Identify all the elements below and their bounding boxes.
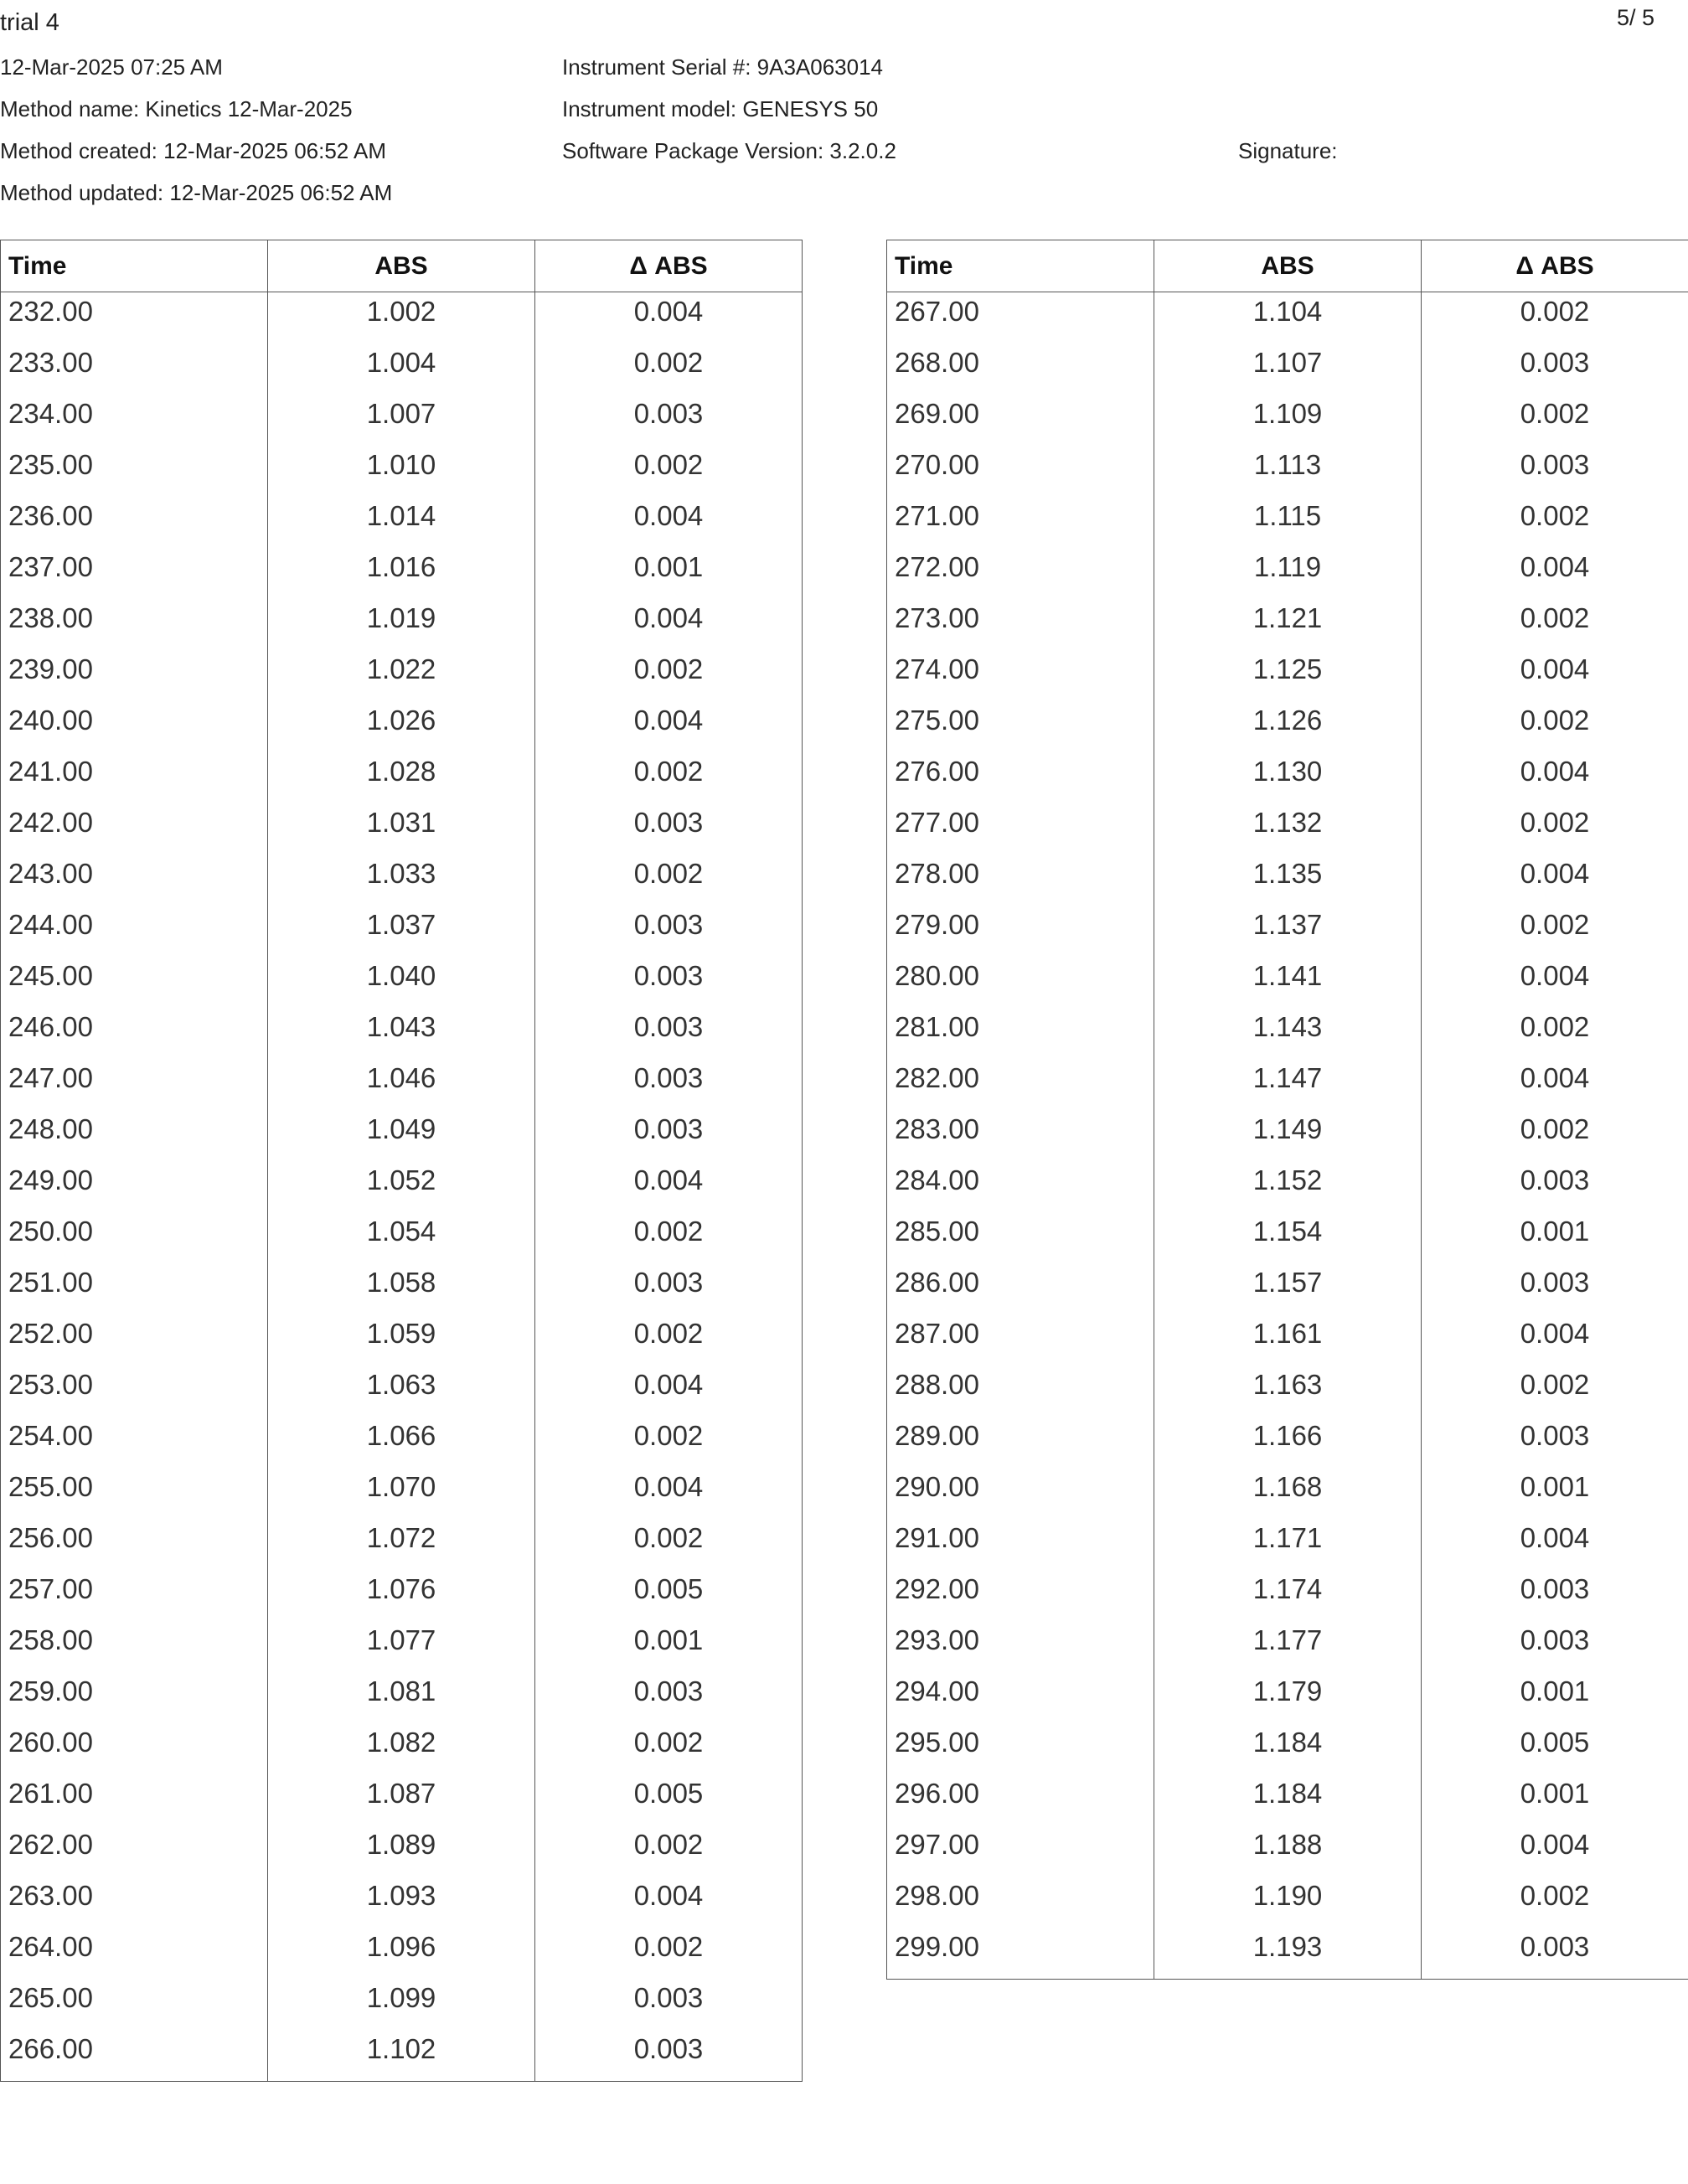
abs-cell: 1.072 (268, 1519, 535, 1570)
time-cell: 233.00 (1, 343, 268, 395)
table-row (887, 1008, 1688, 1059)
column-header-abs: ABS (1154, 240, 1422, 292)
abs-cell: 1.007 (268, 395, 535, 446)
table-header-row (1, 240, 803, 292)
delta-abs-cell: 0.002 (1422, 701, 1688, 752)
delta-abs-cell: 0.004 (1422, 1059, 1688, 1110)
table-row (887, 650, 1688, 701)
time-cell: 275.00 (887, 701, 1154, 752)
delta-abs-cell: 0.001 (1422, 1468, 1688, 1519)
time-cell: 296.00 (887, 1774, 1154, 1825)
abs-cell: 1.076 (268, 1570, 535, 1621)
table-row (887, 1723, 1688, 1774)
abs-cell: 1.037 (268, 906, 535, 957)
method-name: Method name: Kinetics 12-Mar-2025 (0, 96, 353, 121)
abs-cell: 1.126 (1154, 701, 1422, 752)
table-row (887, 1110, 1688, 1161)
abs-cell: 1.059 (268, 1314, 535, 1366)
time-cell: 289.00 (887, 1417, 1154, 1468)
table-row (1, 2030, 803, 2082)
time-cell: 282.00 (887, 1059, 1154, 1110)
time-cell: 259.00 (1, 1672, 268, 1723)
table-row (1, 1723, 803, 1774)
delta-abs-cell: 0.004 (1422, 650, 1688, 701)
method-created: Method created: 12-Mar-2025 06:52 AM (0, 138, 387, 163)
delta-abs-cell: 0.004 (1422, 1519, 1688, 1570)
method-updated: Method updated: 12-Mar-2025 06:52 AM (0, 180, 393, 205)
time-cell: 278.00 (887, 854, 1154, 906)
table-row (887, 1877, 1688, 1928)
table-row (887, 497, 1688, 548)
table-row (1, 1110, 803, 1161)
delta-abs-cell: 0.005 (535, 1570, 803, 1621)
time-cell: 260.00 (1, 1723, 268, 1774)
abs-cell: 1.161 (1154, 1314, 1422, 1366)
time-cell: 263.00 (1, 1877, 268, 1928)
table-row (1, 1621, 803, 1672)
abs-cell: 1.096 (268, 1928, 535, 1979)
abs-cell: 1.107 (1154, 343, 1422, 395)
time-cell: 297.00 (887, 1825, 1154, 1877)
data-table-left (0, 240, 803, 2082)
time-cell: 287.00 (887, 1314, 1154, 1366)
instrument-serial: Instrument Serial #: 9A3A063014 (562, 54, 884, 80)
table-row (887, 1059, 1688, 1110)
delta-abs-cell: 0.002 (535, 1723, 803, 1774)
delta-abs-cell: 0.002 (535, 1314, 803, 1366)
abs-cell: 1.014 (268, 497, 535, 548)
time-cell: 273.00 (887, 599, 1154, 650)
time-cell: 253.00 (1, 1366, 268, 1417)
delta-abs-cell: 0.003 (1422, 1570, 1688, 1621)
abs-cell: 1.143 (1154, 1008, 1422, 1059)
report-datetime: 12-Mar-2025 07:25 AM (0, 54, 223, 80)
delta-abs-cell: 0.004 (1422, 1314, 1688, 1366)
abs-cell: 1.099 (268, 1979, 535, 2030)
delta-abs-cell: 0.003 (535, 1008, 803, 1059)
table-row (1, 1263, 803, 1314)
table-row (1, 957, 803, 1008)
time-cell: 252.00 (1, 1314, 268, 1366)
table-row (1, 446, 803, 497)
abs-cell: 1.016 (268, 548, 535, 599)
table-row (1, 1212, 803, 1263)
abs-cell: 1.132 (1154, 803, 1422, 854)
time-cell: 234.00 (1, 395, 268, 446)
table-row (887, 1774, 1688, 1825)
time-cell: 281.00 (887, 1008, 1154, 1059)
delta-abs-cell: 0.002 (1422, 906, 1688, 957)
table-row (1, 1468, 803, 1519)
time-cell: 272.00 (887, 548, 1154, 599)
instrument-model: Instrument model: GENESYS 50 (562, 96, 879, 121)
table-row (1, 1928, 803, 1979)
time-cell: 262.00 (1, 1825, 268, 1877)
page-number: 5/ 5 (1617, 5, 1655, 30)
table-row (887, 1928, 1688, 1980)
abs-cell: 1.147 (1154, 1059, 1422, 1110)
delta-abs-cell: 0.002 (535, 1417, 803, 1468)
table-row (887, 1468, 1688, 1519)
delta-abs-cell: 0.005 (535, 1774, 803, 1825)
time-cell: 242.00 (1, 803, 268, 854)
abs-cell: 1.113 (1154, 446, 1422, 497)
delta-abs-cell: 0.002 (535, 752, 803, 803)
abs-cell: 1.154 (1154, 1212, 1422, 1263)
table-row (1, 752, 803, 803)
delta-abs-cell: 0.004 (535, 1877, 803, 1928)
abs-cell: 1.177 (1154, 1621, 1422, 1672)
delta-abs-cell: 0.004 (535, 292, 803, 344)
abs-cell: 1.063 (268, 1366, 535, 1417)
delta-abs-cell: 0.001 (1422, 1774, 1688, 1825)
time-cell: 254.00 (1, 1417, 268, 1468)
table-row (887, 292, 1688, 344)
delta-abs-cell: 0.004 (1422, 854, 1688, 906)
delta-abs-cell: 0.004 (1422, 752, 1688, 803)
table-row (887, 548, 1688, 599)
table-row (1, 1417, 803, 1468)
time-cell: 240.00 (1, 701, 268, 752)
abs-cell: 1.077 (268, 1621, 535, 1672)
table-row (887, 343, 1688, 395)
table-row (1, 650, 803, 701)
abs-cell: 1.171 (1154, 1519, 1422, 1570)
table-row (1, 1366, 803, 1417)
abs-cell: 1.004 (268, 343, 535, 395)
abs-cell: 1.040 (268, 957, 535, 1008)
time-cell: 271.00 (887, 497, 1154, 548)
time-cell: 232.00 (1, 292, 268, 344)
delta-abs-cell: 0.001 (1422, 1212, 1688, 1263)
abs-cell: 1.087 (268, 1774, 535, 1825)
delta-abs-cell: 0.003 (1422, 343, 1688, 395)
table-row (887, 1672, 1688, 1723)
table-row (1, 343, 803, 395)
time-cell: 279.00 (887, 906, 1154, 957)
abs-cell: 1.137 (1154, 906, 1422, 957)
delta-abs-cell: 0.003 (535, 906, 803, 957)
time-cell: 247.00 (1, 1059, 268, 1110)
table-row (1, 1161, 803, 1212)
abs-cell: 1.026 (268, 701, 535, 752)
time-cell: 293.00 (887, 1621, 1154, 1672)
delta-abs-cell: 0.002 (1422, 803, 1688, 854)
abs-cell: 1.081 (268, 1672, 535, 1723)
abs-cell: 1.141 (1154, 957, 1422, 1008)
abs-cell: 1.125 (1154, 650, 1422, 701)
table-row (887, 1366, 1688, 1417)
abs-cell: 1.130 (1154, 752, 1422, 803)
table-row (1, 906, 803, 957)
table-row (1, 599, 803, 650)
time-cell: 268.00 (887, 343, 1154, 395)
delta-abs-cell: 0.003 (1422, 1417, 1688, 1468)
time-cell: 280.00 (887, 957, 1154, 1008)
time-cell: 286.00 (887, 1263, 1154, 1314)
abs-cell: 1.193 (1154, 1928, 1422, 1980)
time-cell: 270.00 (887, 446, 1154, 497)
abs-cell: 1.049 (268, 1110, 535, 1161)
table-row (1, 854, 803, 906)
abs-cell: 1.102 (268, 2030, 535, 2082)
time-cell: 295.00 (887, 1723, 1154, 1774)
abs-cell: 1.157 (1154, 1263, 1422, 1314)
delta-abs-cell: 0.003 (535, 2030, 803, 2082)
delta-abs-cell: 0.003 (535, 1979, 803, 2030)
abs-cell: 1.019 (268, 599, 535, 650)
table-row (887, 1161, 1688, 1212)
time-cell: 298.00 (887, 1877, 1154, 1928)
abs-cell: 1.033 (268, 854, 535, 906)
time-cell: 246.00 (1, 1008, 268, 1059)
delta-abs-cell: 0.002 (1422, 1877, 1688, 1928)
time-cell: 256.00 (1, 1519, 268, 1570)
time-cell: 265.00 (1, 1979, 268, 2030)
table-row (1, 1672, 803, 1723)
delta-abs-cell: 0.002 (1422, 1110, 1688, 1161)
table-header-row (887, 240, 1688, 292)
abs-cell: 1.054 (268, 1212, 535, 1263)
delta-abs-cell: 0.002 (535, 854, 803, 906)
table-row (1, 292, 803, 344)
time-cell: 288.00 (887, 1366, 1154, 1417)
delta-abs-cell: 0.002 (535, 1519, 803, 1570)
time-cell: 250.00 (1, 1212, 268, 1263)
abs-cell: 1.089 (268, 1825, 535, 1877)
abs-cell: 1.002 (268, 292, 535, 344)
abs-cell: 1.188 (1154, 1825, 1422, 1877)
time-cell: 243.00 (1, 854, 268, 906)
time-cell: 249.00 (1, 1161, 268, 1212)
abs-cell: 1.179 (1154, 1672, 1422, 1723)
table-row (1, 1774, 803, 1825)
abs-cell: 1.190 (1154, 1877, 1422, 1928)
table-row (887, 701, 1688, 752)
column-header-delta-abs: Δ ABS (535, 240, 803, 292)
time-cell: 284.00 (887, 1161, 1154, 1212)
table-row (887, 752, 1688, 803)
abs-cell: 1.149 (1154, 1110, 1422, 1161)
delta-abs-cell: 0.002 (535, 650, 803, 701)
report-title: trial 4 (0, 9, 59, 36)
table-row (1, 1570, 803, 1621)
time-cell: 276.00 (887, 752, 1154, 803)
delta-abs-cell: 0.004 (1422, 548, 1688, 599)
time-cell: 290.00 (887, 1468, 1154, 1519)
table-row (887, 1519, 1688, 1570)
column-header-time: Time (1, 240, 268, 292)
time-cell: 251.00 (1, 1263, 268, 1314)
delta-abs-cell: 0.003 (535, 957, 803, 1008)
table-row (887, 1263, 1688, 1314)
delta-abs-cell: 0.002 (1422, 599, 1688, 650)
abs-cell: 1.115 (1154, 497, 1422, 548)
signature-label: Signature: (1238, 138, 1338, 163)
abs-cell: 1.184 (1154, 1774, 1422, 1825)
abs-cell: 1.184 (1154, 1723, 1422, 1774)
time-cell: 255.00 (1, 1468, 268, 1519)
abs-cell: 1.119 (1154, 548, 1422, 599)
abs-cell: 1.070 (268, 1468, 535, 1519)
abs-cell: 1.031 (268, 803, 535, 854)
delta-abs-cell: 0.001 (535, 548, 803, 599)
table-row (887, 1621, 1688, 1672)
time-cell: 292.00 (887, 1570, 1154, 1621)
time-cell: 285.00 (887, 1212, 1154, 1263)
abs-cell: 1.046 (268, 1059, 535, 1110)
delta-abs-cell: 0.003 (1422, 1621, 1688, 1672)
table-row (887, 854, 1688, 906)
abs-cell: 1.022 (268, 650, 535, 701)
time-cell: 239.00 (1, 650, 268, 701)
delta-abs-cell: 0.001 (1422, 1672, 1688, 1723)
table-row (1, 1314, 803, 1366)
time-cell: 241.00 (1, 752, 268, 803)
abs-cell: 1.168 (1154, 1468, 1422, 1519)
time-cell: 269.00 (887, 395, 1154, 446)
abs-cell: 1.058 (268, 1263, 535, 1314)
abs-cell: 1.093 (268, 1877, 535, 1928)
table-row (1, 803, 803, 854)
delta-abs-cell: 0.003 (1422, 446, 1688, 497)
time-cell: 258.00 (1, 1621, 268, 1672)
abs-cell: 1.104 (1154, 292, 1422, 344)
delta-abs-cell: 0.004 (535, 497, 803, 548)
delta-abs-cell: 0.002 (1422, 1366, 1688, 1417)
delta-abs-cell: 0.004 (535, 1366, 803, 1417)
abs-cell: 1.135 (1154, 854, 1422, 906)
delta-abs-cell: 0.002 (535, 343, 803, 395)
table-row (1, 1059, 803, 1110)
delta-abs-cell: 0.003 (1422, 1928, 1688, 1980)
time-cell: 244.00 (1, 906, 268, 957)
data-table-right (886, 240, 1688, 1980)
delta-abs-cell: 0.003 (535, 1110, 803, 1161)
delta-abs-cell: 0.004 (535, 1468, 803, 1519)
time-cell: 266.00 (1, 2030, 268, 2082)
delta-abs-cell: 0.002 (1422, 497, 1688, 548)
table-row (1, 1519, 803, 1570)
table-row (1, 395, 803, 446)
column-header-delta-abs: Δ ABS (1422, 240, 1688, 292)
column-header-time: Time (887, 240, 1154, 292)
table-row (1, 497, 803, 548)
delta-abs-cell: 0.003 (1422, 1263, 1688, 1314)
delta-abs-cell: 0.003 (535, 803, 803, 854)
delta-abs-cell: 0.002 (535, 1212, 803, 1263)
abs-cell: 1.052 (268, 1161, 535, 1212)
time-cell: 299.00 (887, 1928, 1154, 1980)
table-row (1, 548, 803, 599)
delta-abs-cell: 0.003 (1422, 1161, 1688, 1212)
table-row (1, 1825, 803, 1877)
abs-cell: 1.066 (268, 1417, 535, 1468)
delta-abs-cell: 0.004 (1422, 957, 1688, 1008)
delta-abs-cell: 0.003 (535, 1263, 803, 1314)
abs-cell: 1.043 (268, 1008, 535, 1059)
column-header-abs: ABS (268, 240, 535, 292)
table-row (887, 803, 1688, 854)
delta-abs-cell: 0.003 (535, 395, 803, 446)
time-cell: 264.00 (1, 1928, 268, 1979)
delta-abs-cell: 0.004 (535, 599, 803, 650)
table-row (887, 906, 1688, 957)
time-cell: 236.00 (1, 497, 268, 548)
table-row (1, 701, 803, 752)
abs-cell: 1.082 (268, 1723, 535, 1774)
table-row (887, 1212, 1688, 1263)
delta-abs-cell: 0.002 (1422, 292, 1688, 344)
abs-cell: 1.163 (1154, 1366, 1422, 1417)
delta-abs-cell: 0.004 (535, 701, 803, 752)
time-cell: 235.00 (1, 446, 268, 497)
time-cell: 294.00 (887, 1672, 1154, 1723)
table-row (887, 446, 1688, 497)
table-row (887, 1314, 1688, 1366)
table-row (1, 1877, 803, 1928)
time-cell: 283.00 (887, 1110, 1154, 1161)
delta-abs-cell: 0.002 (535, 1825, 803, 1877)
time-cell: 261.00 (1, 1774, 268, 1825)
table-row (887, 395, 1688, 446)
time-cell: 237.00 (1, 548, 268, 599)
time-cell: 267.00 (887, 292, 1154, 344)
time-cell: 248.00 (1, 1110, 268, 1161)
abs-cell: 1.152 (1154, 1161, 1422, 1212)
abs-cell: 1.121 (1154, 599, 1422, 650)
time-cell: 277.00 (887, 803, 1154, 854)
abs-cell: 1.010 (268, 446, 535, 497)
abs-cell: 1.109 (1154, 395, 1422, 446)
table-row (1, 1979, 803, 2030)
delta-abs-cell: 0.002 (1422, 395, 1688, 446)
delta-abs-cell: 0.002 (1422, 1008, 1688, 1059)
time-cell: 291.00 (887, 1519, 1154, 1570)
delta-abs-cell: 0.004 (1422, 1825, 1688, 1877)
delta-abs-cell: 0.003 (535, 1672, 803, 1723)
table-row (887, 1570, 1688, 1621)
delta-abs-cell: 0.001 (535, 1621, 803, 1672)
table-row (887, 1417, 1688, 1468)
table-row (1, 1008, 803, 1059)
abs-cell: 1.028 (268, 752, 535, 803)
time-cell: 245.00 (1, 957, 268, 1008)
table-row (887, 599, 1688, 650)
table-row (887, 957, 1688, 1008)
table-row (887, 1825, 1688, 1877)
delta-abs-cell: 0.003 (535, 1059, 803, 1110)
time-cell: 257.00 (1, 1570, 268, 1621)
delta-abs-cell: 0.005 (1422, 1723, 1688, 1774)
delta-abs-cell: 0.002 (535, 1928, 803, 1979)
software-version: Software Package Version: 3.2.0.2 (562, 138, 896, 163)
time-cell: 238.00 (1, 599, 268, 650)
abs-cell: 1.174 (1154, 1570, 1422, 1621)
abs-cell: 1.166 (1154, 1417, 1422, 1468)
delta-abs-cell: 0.004 (535, 1161, 803, 1212)
time-cell: 274.00 (887, 650, 1154, 701)
delta-abs-cell: 0.002 (535, 446, 803, 497)
